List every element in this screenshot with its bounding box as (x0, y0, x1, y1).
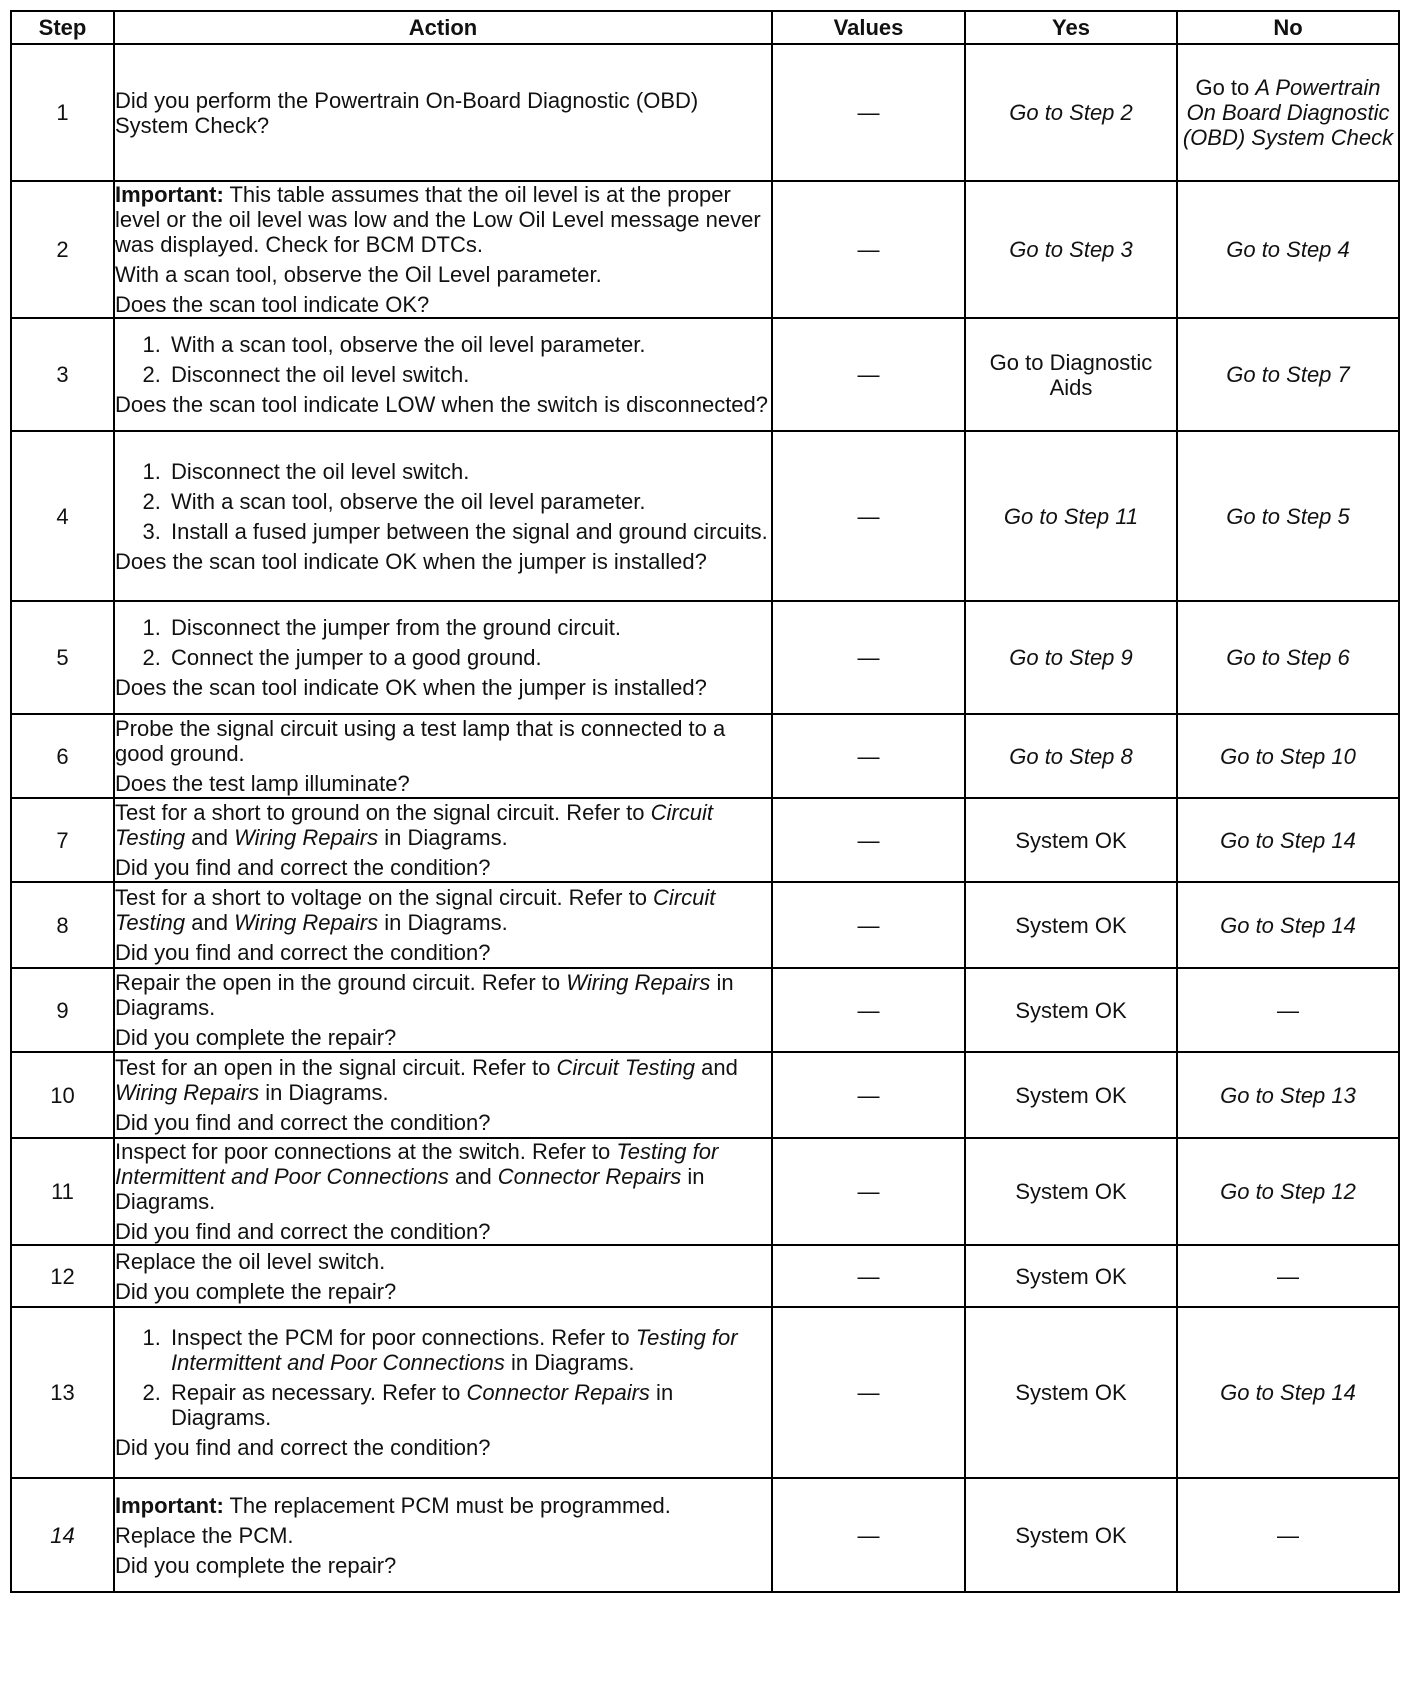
value-dash: — (857, 1380, 880, 1405)
step-number: 5 (11, 601, 114, 714)
values-cell (772, 882, 965, 968)
no-cell (1177, 44, 1399, 181)
column-header-step: Step (11, 11, 114, 44)
instruction-text: and (448, 1164, 498, 1189)
no-result: Go to Step 12 (1220, 1179, 1356, 1204)
instruction-text: in Diagrams. (171, 1380, 674, 1430)
yes-result: System OK (1015, 997, 1127, 1023)
column-header-yes: Yes (965, 11, 1177, 44)
instruction-text: and (695, 1055, 738, 1080)
table-row (11, 318, 1399, 431)
yes-cell (965, 1052, 1177, 1138)
action-cell (114, 1307, 772, 1478)
action-cell (114, 968, 772, 1052)
reference-link-text: Circuit Testing (115, 800, 713, 850)
no-cell (1177, 1245, 1399, 1307)
diagnostic-table (10, 10, 1400, 1593)
reference-link-text: Connector Repairs (497, 1164, 682, 1189)
important-label: Important: (115, 1492, 224, 1518)
important-text: This table assumes that the oil level is at the proper level or the oil level was low and the Low Oil Level message never was displayed. Check for BCM DTCs. (115, 182, 761, 257)
table-row (11, 798, 1399, 882)
no-result: Go to Step 14 (1220, 1380, 1356, 1405)
action-text: Does the scan tool indicate LOW when the switch is disconnected? (115, 392, 769, 417)
important-note (115, 182, 771, 257)
action-steps-list (115, 459, 771, 544)
action-instruction (115, 970, 771, 1020)
step-number: 2 (11, 181, 114, 318)
diagnostic-table-container (10, 10, 1398, 1593)
no-result: Go to Step 13 (1220, 1082, 1356, 1108)
step-number: 7 (11, 798, 114, 882)
value-dash: — (857, 1082, 880, 1108)
table-row (11, 714, 1399, 798)
action-cell (114, 1478, 772, 1592)
action-instruction (115, 1139, 771, 1214)
table-row (11, 882, 1399, 968)
yes-cell (965, 44, 1177, 181)
no-cell (1177, 798, 1399, 882)
values-cell (772, 44, 965, 181)
yes-result: System OK (1015, 1263, 1127, 1289)
column-header-no: No (1177, 11, 1399, 44)
action-text: Did you find and correct the condition? (115, 1435, 491, 1460)
values-cell (772, 968, 965, 1052)
value-dash: — (857, 912, 880, 938)
yes-cell (965, 601, 1177, 714)
action-instruction (115, 1055, 771, 1105)
value-dash: — (857, 1179, 880, 1204)
action-text: Replace the PCM. (115, 1522, 294, 1548)
action-cell (114, 44, 772, 181)
value-dash: — (857, 362, 880, 387)
values-cell (772, 1307, 965, 1478)
action-step-item (167, 1380, 771, 1430)
instruction-text: in Diagrams. (115, 970, 734, 1020)
values-cell (772, 714, 965, 798)
action-text: Did you find and correct the condition? (115, 1219, 491, 1244)
action-steps-list (115, 615, 771, 670)
table-row (11, 431, 1399, 601)
instruction-text: Test for an open in the signal circuit. Refer to (115, 1055, 557, 1080)
step-number: 14 (11, 1478, 114, 1592)
values-cell (772, 431, 965, 601)
no-cell (1177, 181, 1399, 318)
instruction-text: in Diagrams. (504, 1350, 635, 1375)
instruction-text: Repair as necessary. Refer to (171, 1380, 467, 1405)
value-dash: — (857, 827, 880, 853)
yes-cell (965, 714, 1177, 798)
instruction-text: and (185, 910, 235, 935)
yes-result: System OK (1015, 827, 1127, 853)
value-dash: — (857, 237, 880, 262)
action-step-item: 3. Install a fused jumper between the signal and ground circuits. (167, 519, 771, 544)
table-row (11, 1052, 1399, 1138)
column-header-action: Action (114, 11, 772, 44)
action-text: Does the scan tool indicate OK? (115, 292, 430, 317)
action-instruction (115, 800, 771, 850)
yes-result: Go to Step 9 (1009, 645, 1133, 670)
step-number: 9 (11, 968, 114, 1052)
no-cell (1177, 1138, 1399, 1245)
no-cell (1177, 1478, 1399, 1592)
values-cell (772, 798, 965, 882)
reference-link-text: Testing for Intermittent and Poor Connections (115, 1139, 719, 1189)
yes-result: Go to Step 2 (1009, 100, 1133, 125)
action-text: Does the test lamp illuminate? (115, 771, 410, 796)
reference-link-text: Connector Repairs (466, 1380, 650, 1405)
values-cell (772, 181, 965, 318)
values-cell (772, 601, 965, 714)
action-cell (114, 798, 772, 882)
action-cell (114, 318, 772, 431)
instruction-text: in Diagrams. (378, 825, 508, 850)
value-dash: — (857, 1522, 880, 1548)
no-result: Go to Step 4 (1226, 237, 1350, 262)
action-cell (114, 714, 772, 798)
action-cell (114, 601, 772, 714)
column-header-values: Values (772, 11, 965, 44)
instruction-text: Inspect for poor connections at the switch. Refer to (115, 1139, 617, 1164)
value-dash: — (857, 997, 880, 1023)
no-result-dash: — (1277, 1522, 1299, 1548)
step-number: 3 (11, 318, 114, 431)
yes-cell (965, 968, 1177, 1052)
action-text: With a scan tool, observe the Oil Level parameter. (115, 262, 602, 287)
yes-result: Go to Step 11 (1003, 503, 1139, 529)
instruction-text: in Diagrams. (378, 910, 508, 935)
action-cell (114, 431, 772, 601)
action-text: Does the scan tool indicate OK when the jumper is installed? (115, 548, 707, 574)
table-row (11, 1138, 1399, 1245)
yes-result: System OK (1015, 1522, 1127, 1548)
step-number: 11 (11, 1138, 114, 1245)
action-text: Probe the signal circuit using a test lamp that is connected to a good ground. (115, 716, 726, 766)
step-number: 4 (11, 431, 114, 601)
yes-result: System OK (1015, 912, 1127, 938)
action-steps-list (115, 332, 771, 387)
reference-link-text: Circuit Testing (115, 885, 716, 935)
no-result: Go to Step 14 (1220, 827, 1356, 853)
important-label: Important: (115, 182, 224, 207)
no-cell (1177, 431, 1399, 601)
no-cell (1177, 1052, 1399, 1138)
action-text: Did you find and correct the condition? (115, 940, 491, 965)
yes-cell (965, 431, 1177, 601)
instruction-text: and (185, 825, 235, 850)
action-instruction (115, 885, 771, 935)
table-row (11, 1245, 1399, 1307)
instruction-text: Test for a short to ground on the signal circuit. Refer to (115, 800, 651, 825)
yes-result: System OK (1015, 1380, 1127, 1405)
action-step-item: 2. With a scan tool, observe the oil level parameter. (167, 489, 771, 514)
action-text: Did you find and correct the condition? (115, 1110, 491, 1135)
no-result: Go to Step 10 (1220, 743, 1356, 769)
step-number: 8 (11, 882, 114, 968)
action-cell (114, 882, 772, 968)
action-step-item: 1. With a scan tool, observe the oil level parameter. (167, 332, 771, 357)
values-cell (772, 1478, 965, 1592)
no-result: Go to Step 7 (1226, 362, 1350, 387)
reference-link-text: Circuit Testing (556, 1055, 696, 1080)
yes-result: Go to Step 8 (1009, 743, 1133, 769)
table-row (11, 44, 1399, 181)
step-number: 6 (11, 714, 114, 798)
action-text: Did you complete the repair? (115, 1025, 397, 1050)
yes-result: System OK (1015, 1179, 1127, 1204)
value-dash: — (857, 743, 880, 769)
action-text: Does the scan tool indicate OK when the jumper is installed? (115, 675, 707, 700)
no-result-dash: — (1277, 1263, 1299, 1289)
table-row (11, 601, 1399, 714)
yes-cell (965, 1478, 1177, 1592)
instruction-text: Inspect the PCM for poor connections. Refer to (171, 1325, 636, 1350)
step-number: 1 (11, 44, 114, 181)
no-cell (1177, 1307, 1399, 1478)
important-text: The replacement PCM must be programmed. (229, 1492, 671, 1518)
yes-cell (965, 1138, 1177, 1245)
reference-link-text: Wiring Repairs (234, 910, 379, 935)
value-dash: — (857, 503, 880, 529)
action-step-item: 2. Disconnect the oil level switch. (167, 362, 771, 387)
action-text: Did you complete the repair? (115, 1552, 397, 1578)
action-step-item (167, 1325, 771, 1375)
action-step-item: 1. Disconnect the oil level switch. (167, 459, 771, 484)
yes-result: System OK (1015, 1082, 1127, 1108)
no-cell (1177, 601, 1399, 714)
reference-link-text: Wiring Repairs (115, 1080, 260, 1105)
step-number: 12 (11, 1245, 114, 1307)
yes-cell (965, 1307, 1177, 1478)
action-text: Did you perform the Powertrain On-Board Diagnostic (OBD) System Check? (115, 87, 699, 138)
value-dash: — (857, 1263, 880, 1289)
instruction-text: in Diagrams. (115, 1164, 705, 1214)
no-result: Go to Step 6 (1226, 645, 1350, 670)
no-cell (1177, 318, 1399, 431)
yes-result: Go to Step 3 (1009, 237, 1133, 262)
no-result-dash: — (1277, 997, 1299, 1023)
yes-cell (965, 318, 1177, 431)
value-dash: — (857, 100, 880, 125)
yes-cell (965, 882, 1177, 968)
action-cell (114, 181, 772, 318)
action-step-item: 1. Disconnect the jumper from the ground circuit. (167, 615, 771, 640)
no-cell (1177, 714, 1399, 798)
yes-cell (965, 1245, 1177, 1307)
table-header-row (11, 11, 1399, 44)
values-cell (772, 1245, 965, 1307)
no-result: Go to Step 5 (1226, 503, 1350, 529)
action-cell (114, 1138, 772, 1245)
action-text: Did you complete the repair? (115, 1278, 397, 1304)
no-cell (1177, 968, 1399, 1052)
reference-link-text: Wiring Repairs (566, 970, 711, 995)
step-number: 13 (11, 1307, 114, 1478)
instruction-text: Repair the open in the ground circuit. Refer to (115, 970, 567, 995)
table-row (11, 1478, 1399, 1592)
table-row (11, 1307, 1399, 1478)
action-text: Replace the oil level switch. (115, 1248, 386, 1274)
reference-link-text: Wiring Repairs (234, 825, 379, 850)
action-steps-list (115, 1325, 771, 1430)
action-cell (114, 1245, 772, 1307)
important-note (115, 1493, 771, 1518)
instruction-text: in Diagrams. (259, 1080, 389, 1105)
yes-cell (965, 181, 1177, 318)
value-dash: — (857, 645, 880, 670)
table-body (11, 44, 1399, 1592)
yes-cell (965, 798, 1177, 882)
no-cell (1177, 882, 1399, 968)
no-result: Go to Step 14 (1220, 912, 1356, 938)
values-cell (772, 1138, 965, 1245)
yes-result: Go to Diagnostic Aids (989, 349, 1153, 400)
no-result-prefix: Go to (1195, 75, 1256, 100)
table-row (11, 968, 1399, 1052)
action-step-item: 2. Connect the jumper to a good ground. (167, 645, 771, 670)
instruction-text: Test for a short to voltage on the signal circuit. Refer to (115, 885, 654, 910)
action-text: Did you find and correct the condition? (115, 855, 491, 880)
values-cell (772, 318, 965, 431)
no-result: A Powertrain On Board Diagnostic (OBD) System Check (1182, 75, 1394, 150)
reference-link-text: Testing for Intermittent and Poor Connections (171, 1325, 738, 1375)
table-row (11, 181, 1399, 318)
step-number: 10 (11, 1052, 114, 1138)
action-cell (114, 1052, 772, 1138)
values-cell (772, 1052, 965, 1138)
